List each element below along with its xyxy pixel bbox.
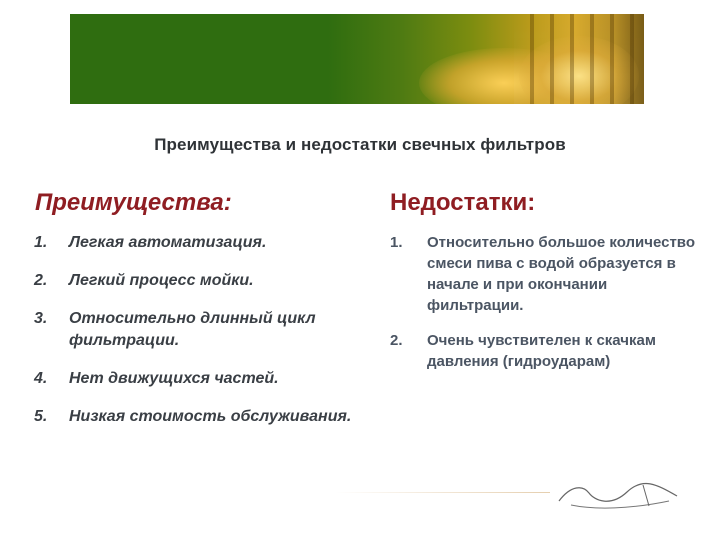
advantage-item xyxy=(34,368,354,390)
advantage-text: Легкая автоматизация. xyxy=(69,234,267,251)
disadvantages-list xyxy=(390,232,695,386)
advantage-text: Низкая стоимость обслуживания. xyxy=(69,408,352,425)
disadvantage-number: 1. xyxy=(390,234,403,251)
advantages-title: Преимущества: xyxy=(35,189,232,216)
slide-subtitle: Преимущества и недостатки свечных фильтров xyxy=(154,135,566,154)
disadvantages-title: Недостатки: xyxy=(390,189,536,216)
disadvantage-item xyxy=(390,232,695,316)
disadvantage-number: 2. xyxy=(390,332,403,349)
disadvantage-text: Относительно большое количество смеси пива с водой образуется в начале и при окончании фильтрации. xyxy=(427,234,695,314)
footer-divider xyxy=(335,492,550,493)
signature-flourish-icon xyxy=(553,478,683,513)
advantage-text: Относительно длинный цикл фильтрации. xyxy=(69,310,316,349)
banner-dark-strip xyxy=(614,14,644,104)
advantage-number: 3. xyxy=(34,310,48,327)
advantages-list xyxy=(34,232,354,444)
advantage-number: 2. xyxy=(34,272,48,289)
advantage-item xyxy=(34,308,354,352)
advantage-text: Нет движущихся частей. xyxy=(69,370,279,387)
advantage-number: 5. xyxy=(34,408,48,425)
advantage-text: Легкий процесс мойки. xyxy=(69,272,254,289)
header-banner-image xyxy=(70,14,644,104)
advantage-item xyxy=(34,406,354,428)
advantage-item xyxy=(34,270,354,292)
advantage-number: 1. xyxy=(34,234,48,251)
disadvantage-text: Очень чувствителен к скачкам давления (гидроударам) xyxy=(427,332,656,370)
signature-logo xyxy=(553,478,683,513)
advantage-number: 4. xyxy=(34,370,48,387)
advantage-item xyxy=(34,232,354,254)
disadvantage-item xyxy=(390,330,695,372)
